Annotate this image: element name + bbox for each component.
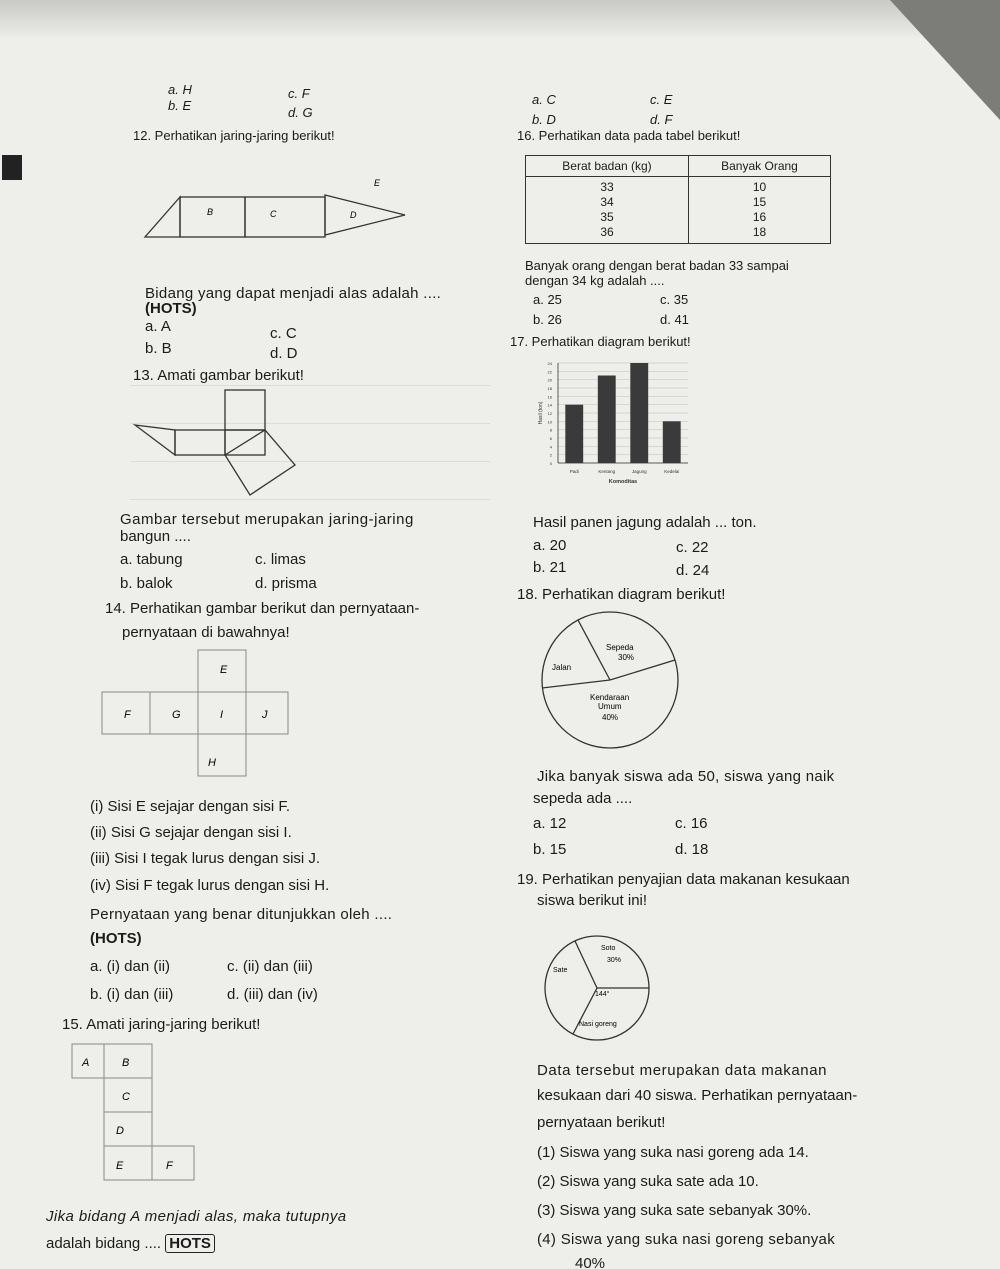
q18-stem: 18. Perhatikan diagram berikut! — [517, 586, 726, 603]
q16-table — [525, 155, 831, 244]
net-label-e: E — [116, 1160, 124, 1172]
net-label-c: C — [122, 1091, 130, 1103]
table-cell-weights — [526, 177, 689, 244]
q15-net-figure — [70, 1040, 210, 1190]
chart-x-tick-label: Padi — [569, 469, 579, 474]
q19-pie-chart — [535, 918, 665, 1043]
q19-statement-4-cont: 40% — [575, 1255, 606, 1269]
q12-option-a: a. A — [145, 318, 171, 335]
chart-y-tick-label: 0 — [549, 461, 552, 466]
chart-bar — [565, 405, 583, 463]
pie-label-soto: Soto — [601, 945, 616, 952]
q13-option-c: c. limas — [255, 551, 306, 568]
q19-statement-3: (3) Siswa yang suka sate sebanyak 30%. — [537, 1202, 812, 1219]
chart-y-tick-label: 4 — [549, 444, 552, 450]
q16-option-c: c. 35 — [660, 292, 689, 307]
net-label-i: I — [220, 709, 224, 721]
q18-option-d: d. 18 — [675, 841, 709, 858]
chart-x-axis-label: Komoditas — [608, 479, 638, 485]
q13-option-d: d. prisma — [255, 575, 317, 592]
net-label-f: F — [124, 709, 131, 721]
q13-question: Gambar tersebut merupakan jaring-jaring — [120, 511, 414, 528]
q18-question-cont: sepeda ada .... — [533, 790, 633, 807]
q17-option-c: c. 22 — [676, 539, 709, 556]
net-label-b: B — [122, 1057, 130, 1069]
q14-statement-1: (i) Sisi E sejajar dengan sisi F. — [90, 798, 291, 815]
pie-label-sate: Sate — [553, 967, 568, 974]
q15-question-cont-text: adalah bidang .... — [46, 1235, 162, 1252]
net-label-d: D — [350, 210, 357, 220]
pie-label-sepeda: Sepeda — [606, 643, 634, 652]
chart-bar — [663, 421, 681, 463]
chart-y-tick-label: 10 — [547, 419, 552, 425]
table-header-row — [526, 156, 831, 177]
q19-text-2: kesukaan dari 40 siswa. Perhatikan pernyataan- — [537, 1087, 858, 1104]
q18-option-a: a. 12 — [533, 815, 567, 832]
pie-label-angle: 144° — [595, 991, 610, 998]
pie-label-soto-pct: 30% — [607, 957, 622, 964]
q14-statement-2: (ii) Sisi G sejajar dengan sisi I. — [90, 824, 292, 841]
q15-stem: 15. Amati jaring-jaring berikut! — [62, 1016, 261, 1033]
chart-x-tick-label: Kentang — [598, 469, 616, 474]
pie-divider — [610, 660, 675, 680]
net-label-a: A — [82, 1057, 90, 1069]
q18-option-c: c. 16 — [675, 815, 708, 832]
option-b: b. D — [532, 112, 556, 127]
option-d: d. F — [650, 112, 673, 127]
q16-question: Banyak orang dengan berat badan 33 sampai — [525, 258, 789, 273]
q13-option-b: b. balok — [120, 575, 173, 592]
q12-option-c: c. C — [270, 325, 297, 342]
q14-question: Pernyataan yang benar ditunjukkan oleh .... — [90, 906, 393, 923]
q16-question-cont: dengan 34 kg adalah .... — [525, 273, 665, 288]
chart-y-tick-label: 2 — [549, 452, 552, 458]
net-label-c: C — [270, 209, 277, 219]
q14-stem-cont: pernyataan di bawahnya! — [122, 624, 290, 641]
q13-option-a: a. tabung — [120, 551, 183, 568]
q15-question-cont — [46, 1235, 215, 1252]
pie-label-kendaraan: Kendaraan — [590, 693, 630, 702]
q12-hots: (HOTS) — [145, 300, 197, 317]
pie-divider — [575, 941, 597, 988]
margin-mark — [2, 155, 22, 180]
option-c: c. E — [650, 92, 673, 107]
q19-statement-2: (2) Siswa yang suka sate ada 10. — [537, 1173, 759, 1190]
q14-option-b: b. (i) dan (iii) — [90, 986, 174, 1003]
net-label-g: G — [172, 709, 181, 721]
net-label-b: B — [207, 207, 214, 217]
q14-statement-3: (iii) Sisi I tegak lurus dengan sisi J. — [90, 850, 321, 867]
table-cell: 16 — [752, 210, 767, 224]
q17-option-b: b. 21 — [533, 559, 567, 576]
chart-y-tick-label: 6 — [549, 436, 552, 441]
q19-stem-cont: siswa berikut ini! — [537, 892, 648, 909]
net-label-e: E — [374, 178, 381, 188]
chart-bar — [630, 363, 648, 463]
q14-option-a: a. (i) dan (ii) — [90, 958, 171, 975]
table-cell: 36 — [600, 225, 614, 239]
q17-bar-chart — [530, 355, 700, 495]
table-header: Banyak Orang — [688, 156, 830, 177]
pie-label-umum-pct: 40% — [602, 713, 619, 722]
q13-net-figure — [130, 385, 310, 500]
q19-statement-4: (4) Siswa yang suka nasi goreng sebanyak — [537, 1231, 835, 1248]
option-c: c. F — [288, 86, 310, 101]
net-label-e: E — [220, 664, 228, 676]
q18-option-b: b. 15 — [533, 841, 567, 858]
net-label-h: H — [208, 757, 216, 769]
chart-bar — [598, 376, 616, 464]
pie-divider — [542, 680, 610, 688]
q17-question: Hasil panen jagung adalah ... ton. — [533, 514, 757, 531]
q16-option-b: b. 26 — [533, 312, 562, 327]
chart-y-tick-label: 8 — [549, 427, 552, 433]
page-corner — [890, 0, 1000, 120]
table-row — [526, 177, 831, 244]
net-label-j: J — [262, 709, 268, 721]
chart-y-tick-label: 20 — [547, 377, 552, 383]
q19-text-3: pernyataan berikut! — [537, 1114, 666, 1131]
chart-y-tick-label: 24 — [547, 361, 552, 366]
q14-stem: 14. Perhatikan gambar berikut dan pernyataan- — [105, 600, 420, 617]
q19-stem: 19. Perhatikan penyajian data makanan kesukaan — [517, 871, 850, 888]
q18-question: Jika banyak siswa ada 50, siswa yang naik — [537, 768, 835, 785]
chart-y-tick-label: 14 — [547, 402, 552, 408]
q19-text-1: Data tersebut merupakan data makanan — [537, 1062, 828, 1079]
q15-hots-badge: HOTS — [165, 1234, 215, 1253]
net-label-f: F — [166, 1160, 173, 1172]
option-a: a. H — [168, 82, 192, 97]
pie-label-jalan: Jalan — [552, 663, 572, 672]
q18-pie-chart — [530, 608, 690, 758]
q12-option-b: b. B — [145, 340, 172, 357]
option-a: a. C — [532, 92, 556, 107]
table-cell: 18 — [752, 225, 767, 239]
table-cell: 10 — [752, 180, 767, 194]
q13-question-cont: bangun .... — [120, 528, 191, 545]
q17-option-a: a. 20 — [533, 537, 567, 554]
table-header: Berat badan (kg) — [526, 156, 689, 177]
q14-net-figure — [100, 645, 300, 785]
net-label-d: D — [116, 1125, 124, 1137]
pie-label-sepeda-pct: 30% — [618, 653, 635, 662]
q12-option-d: d. D — [270, 345, 298, 362]
q16-option-a: a. 25 — [533, 292, 562, 307]
chart-y-axis-label: Hasil (ton) — [538, 401, 544, 425]
chart-y-tick-label: 12 — [547, 411, 552, 416]
q12-stem: 12. Perhatikan jaring-jaring berikut! — [133, 128, 335, 143]
chart-y-tick-label: 16 — [547, 394, 552, 400]
q15-question: Jika bidang A menjadi alas, maka tutupnya — [46, 1208, 347, 1225]
q12-question: Bidang yang dapat menjadi alas adalah .... — [145, 285, 442, 302]
pie-label-umum: Umum — [598, 702, 622, 711]
q14-option-d: d. (iii) dan (iv) — [227, 986, 318, 1003]
q17-stem: 17. Perhatikan diagram berikut! — [510, 334, 691, 349]
q13-stem: 13. Amati gambar berikut! — [133, 367, 304, 384]
table-cell: 33 — [600, 180, 614, 194]
option-d: d. G — [288, 105, 313, 120]
q17-option-d: d. 24 — [676, 562, 710, 579]
q14-hots: (HOTS) — [90, 930, 142, 947]
chart-x-tick-label: Jagung — [631, 469, 647, 474]
table-cell: 15 — [752, 195, 767, 209]
table-cell: 35 — [600, 210, 614, 224]
page-shadow — [0, 0, 1000, 40]
q14-option-c: c. (ii) dan (iii) — [227, 958, 313, 975]
table-cell: 34 — [600, 195, 614, 209]
chart-y-tick-label: 18 — [547, 386, 552, 391]
q19-statement-1: (1) Siswa yang suka nasi goreng ada 14. — [537, 1144, 809, 1161]
q14-statement-4: (iv) Sisi F tegak lurus dengan sisi H. — [90, 877, 330, 894]
table-cell-counts — [688, 177, 830, 244]
q16-option-d: d. 41 — [660, 312, 689, 327]
q16-stem: 16. Perhatikan data pada tabel berikut! — [517, 128, 741, 143]
option-b: b. E — [168, 98, 192, 113]
pie-label-nasi-goreng: Nasi goreng — [579, 1021, 617, 1028]
chart-x-tick-label: Kedelai — [664, 469, 680, 474]
chart-y-tick-label: 22 — [547, 369, 552, 375]
q12-net-figure — [150, 160, 410, 260]
